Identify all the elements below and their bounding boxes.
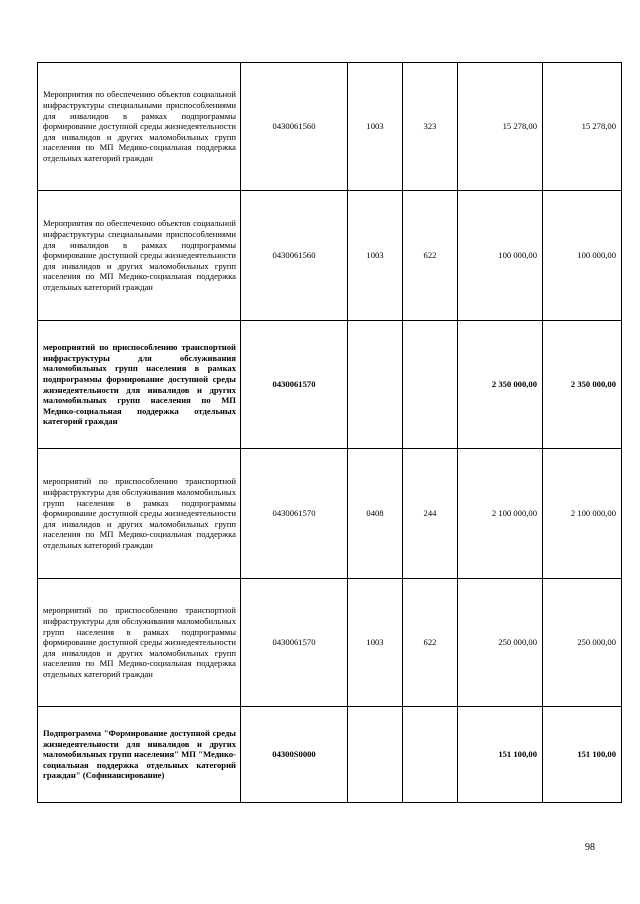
target-article-code: 0430061560 <box>241 191 348 321</box>
expense-type-code: 622 <box>403 191 458 321</box>
row-description: мероприятий по приспособлению транспортной инфраструктуры для обслуживания маломобильных групп населения в рамках подпрограммы формирование доступной среды жизнедеятельности для инвалидов и других маломобильных групп населения по МП Медико-социальная поддержка отдельных категорий граждан <box>38 579 241 707</box>
amount-actual: 100 000,00 <box>543 191 622 321</box>
row-description: Мероприятия по обеспечению объектов социальной инфраструктуры специальными приспособлениями для инвалидов в рамках подпрограммы формирование доступной среды жизнедеятельности для инвалидов и других маломобильных групп населения по МП Медико-социальная поддержка отдельных категорий граждан <box>38 191 241 321</box>
budget-table <box>37 62 622 803</box>
table-row <box>38 63 622 191</box>
expense-type-code: 622 <box>403 579 458 707</box>
amount-actual: 2 350 000,00 <box>543 321 622 449</box>
amount-plan: 250 000,00 <box>458 579 543 707</box>
amount-plan: 2 100 000,00 <box>458 449 543 579</box>
table-row <box>38 321 622 449</box>
table-row <box>38 707 622 803</box>
table-row <box>38 579 622 707</box>
amount-actual: 151 100,00 <box>543 707 622 803</box>
amount-actual: 250 000,00 <box>543 579 622 707</box>
target-article-code: 0430061570 <box>241 321 348 449</box>
row-description: Подпрограмма "Формирование доступной среды жизнедеятельности для инвалидов и других маломобильных групп населения" МП "Медико-социальная поддержка отдельных категорий граждан" (Софинансирование) <box>38 707 241 803</box>
row-description: мероприятий по приспособлению транспортной инфраструктуры для обслуживания маломобильных групп населения в рамках подпрограммы формирование доступной среды жизнедеятельности для инвалидов и других маломобильных групп населения по МП Медико-социальная поддержка отдельных категорий граждан <box>38 321 241 449</box>
row-description: Мероприятия по обеспечению объектов социальной инфраструктуры специальными приспособлениями для инвалидов в рамках подпрограммы формирование доступной среды жизнедеятельности для инвалидов и других маломобильных групп населения по МП Медико-социальная поддержка отдельных категорий граждан <box>38 63 241 191</box>
expense-type-code <box>403 707 458 803</box>
amount-actual: 15 278,00 <box>543 63 622 191</box>
target-article-code: 04300S0000 <box>241 707 348 803</box>
amount-plan: 15 278,00 <box>458 63 543 191</box>
section-code: 0408 <box>348 449 403 579</box>
amount-plan: 2 350 000,00 <box>458 321 543 449</box>
expense-type-code: 323 <box>403 63 458 191</box>
section-code <box>348 707 403 803</box>
target-article-code: 0430061560 <box>241 63 348 191</box>
expense-type-code <box>403 321 458 449</box>
target-article-code: 0430061570 <box>241 449 348 579</box>
target-article-code: 0430061570 <box>241 579 348 707</box>
amount-actual: 2 100 000,00 <box>543 449 622 579</box>
table-row <box>38 449 622 579</box>
row-description: мероприятий по приспособлению транспортной инфраструктуры для обслуживания маломобильных групп населения в рамках подпрограммы формирование доступной среды жизнедеятельности для инвалидов и других маломобильных групп населения по МП Медико-социальная поддержка отдельных категорий граждан <box>38 449 241 579</box>
section-code: 1003 <box>348 579 403 707</box>
amount-plan: 151 100,00 <box>458 707 543 803</box>
table-row <box>38 191 622 321</box>
section-code: 1003 <box>348 191 403 321</box>
amount-plan: 100 000,00 <box>458 191 543 321</box>
section-code: 1003 <box>348 63 403 191</box>
section-code <box>348 321 403 449</box>
page-number: 98 <box>585 842 595 853</box>
expense-type-code: 244 <box>403 449 458 579</box>
